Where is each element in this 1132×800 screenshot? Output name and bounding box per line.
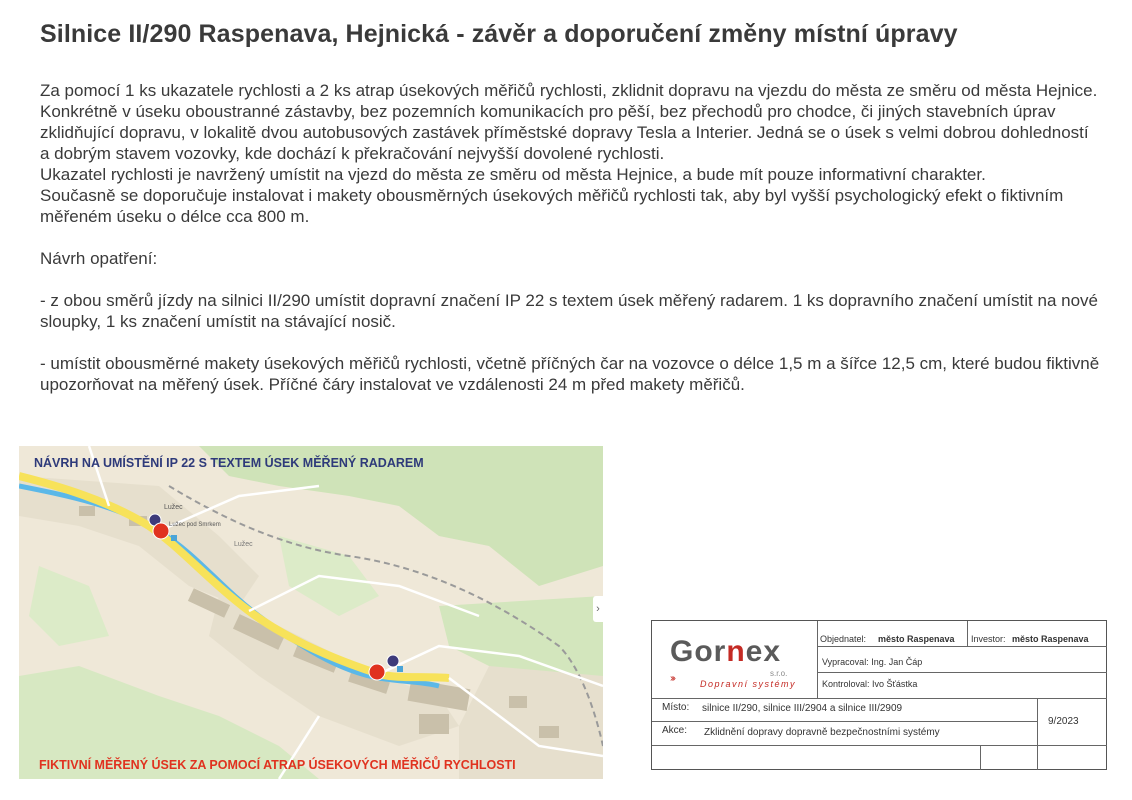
logo-suffix: ex (745, 635, 782, 668)
misto-label: Místo: (662, 702, 690, 713)
logo-accent: n (726, 635, 746, 668)
map-caption-top: NÁVRH NA UMÍSTĚNÍ IP 22 S TEXTEM ÚSEK MĚŘENÝ RADAREM (34, 456, 424, 470)
logo-prefix: Gor (670, 635, 727, 668)
date: 9/2023 (1048, 716, 1079, 727)
map-graphic (19, 446, 603, 779)
gornex-logo (666, 631, 816, 693)
map-expand-arrow-icon[interactable]: › (593, 596, 603, 622)
title-block (651, 620, 1107, 770)
kontroloval: Kontroloval: Ivo Šťástka (822, 679, 918, 689)
place-label-luzec: Lužec (164, 504, 183, 511)
ip22-marker-south (387, 655, 399, 667)
akce-label: Akce: (662, 725, 688, 736)
location-map[interactable] (19, 446, 603, 779)
vypracoval: Vypracoval: Ing. Jan Čáp (822, 657, 923, 667)
page-title: Silnice II/290 Raspenava, Hejnická - závěr a doporučení změny místní úpravy (40, 20, 958, 48)
place-label-luzec-2: Lužec (234, 541, 253, 548)
measure-item-1: - z obou směrů jízdy na silnici II/290 umístit dopravní značení IP 22 s textem úsek měřený radarem. 1 ks dopravního značení umístit na nové sloupky, 1 ks značení umístit na stávající nosič. (40, 291, 1098, 331)
speed-meter-marker-south (369, 664, 385, 680)
map-caption-bottom: FIKTIVNÍ MĚŘENÝ ÚSEK ZA POMOCÍ ATRAP ÚSEKOVÝCH MĚŘIČŮ RYCHLOSTI (39, 758, 516, 772)
place-label-luzec-pod-smrkem: Lužec pod Smrkem (169, 522, 221, 528)
logo-sro: s.r.o. (770, 669, 788, 678)
paragraph-recommendation: Současně se doporučuje instalovat i makety obousměrných úsekových měřičů rychlosti tak, aby byl vyšší psychologický efekt o fiktivním měřeném úseku o délce cca 800 m. (40, 186, 1064, 226)
investor-label: Investor: (971, 634, 1006, 644)
investor-value: město Raspenava (1012, 634, 1089, 644)
speed-meter-marker-north (153, 523, 169, 539)
objednatel-label: Objednatel: (820, 634, 867, 644)
paragraph-speed-indicator: Ukazatel rychlosti je navržený umístit na vjezd do města ze směru od města Hejnice, a bude mít pouze informativní charakter. (40, 165, 986, 184)
logo-chevrons-icon: ››› (670, 673, 674, 684)
misto-value: silnice II/290, silnice III/2904 a silnice III/2909 (702, 703, 903, 714)
logo-subtitle: Dopravní systémy (700, 679, 797, 689)
report-text (40, 80, 1100, 395)
objednatel-value: město Raspenava (878, 634, 955, 644)
measure-item-2: - umístit obousměrné makety úsekových měřičů rychlosti, včetně příčných čar na vozovce o délce 1,5 m a šířce 12,5 cm, které budou fiktivně upozorňovat na měřený úsek. Příčné čáry instalovat ve vzdálenosti 24 m před makety měřičů. (40, 354, 1100, 394)
paragraph-intro: Za pomocí 1 ks ukazatele rychlosti a 2 ks atrap úsekových měřičů rychlosti, zklidnit dopravu na vjezdu do města ze směru od města Hejnice. Konkrétně v úseku oboustranné zástavby, bez pozemních komunikacích pro pěší, bez přechodů pro chodce, či jiných stavebních úprav zklidňující dopravu, v lokalitě dvou autobusových zastávek příměstské dopravy Tesla a Interier. Jedná se o úsek s velmi dobrou dohledností a dobrým stavem vozovky, kde dochází k překračování nejvyšší dovolené rychlosti. (40, 81, 1098, 163)
measures-heading: Návrh opatření: (40, 249, 158, 268)
akce-value: Zklidnění dopravy dopravně bezpečnostními systémy (704, 727, 940, 738)
